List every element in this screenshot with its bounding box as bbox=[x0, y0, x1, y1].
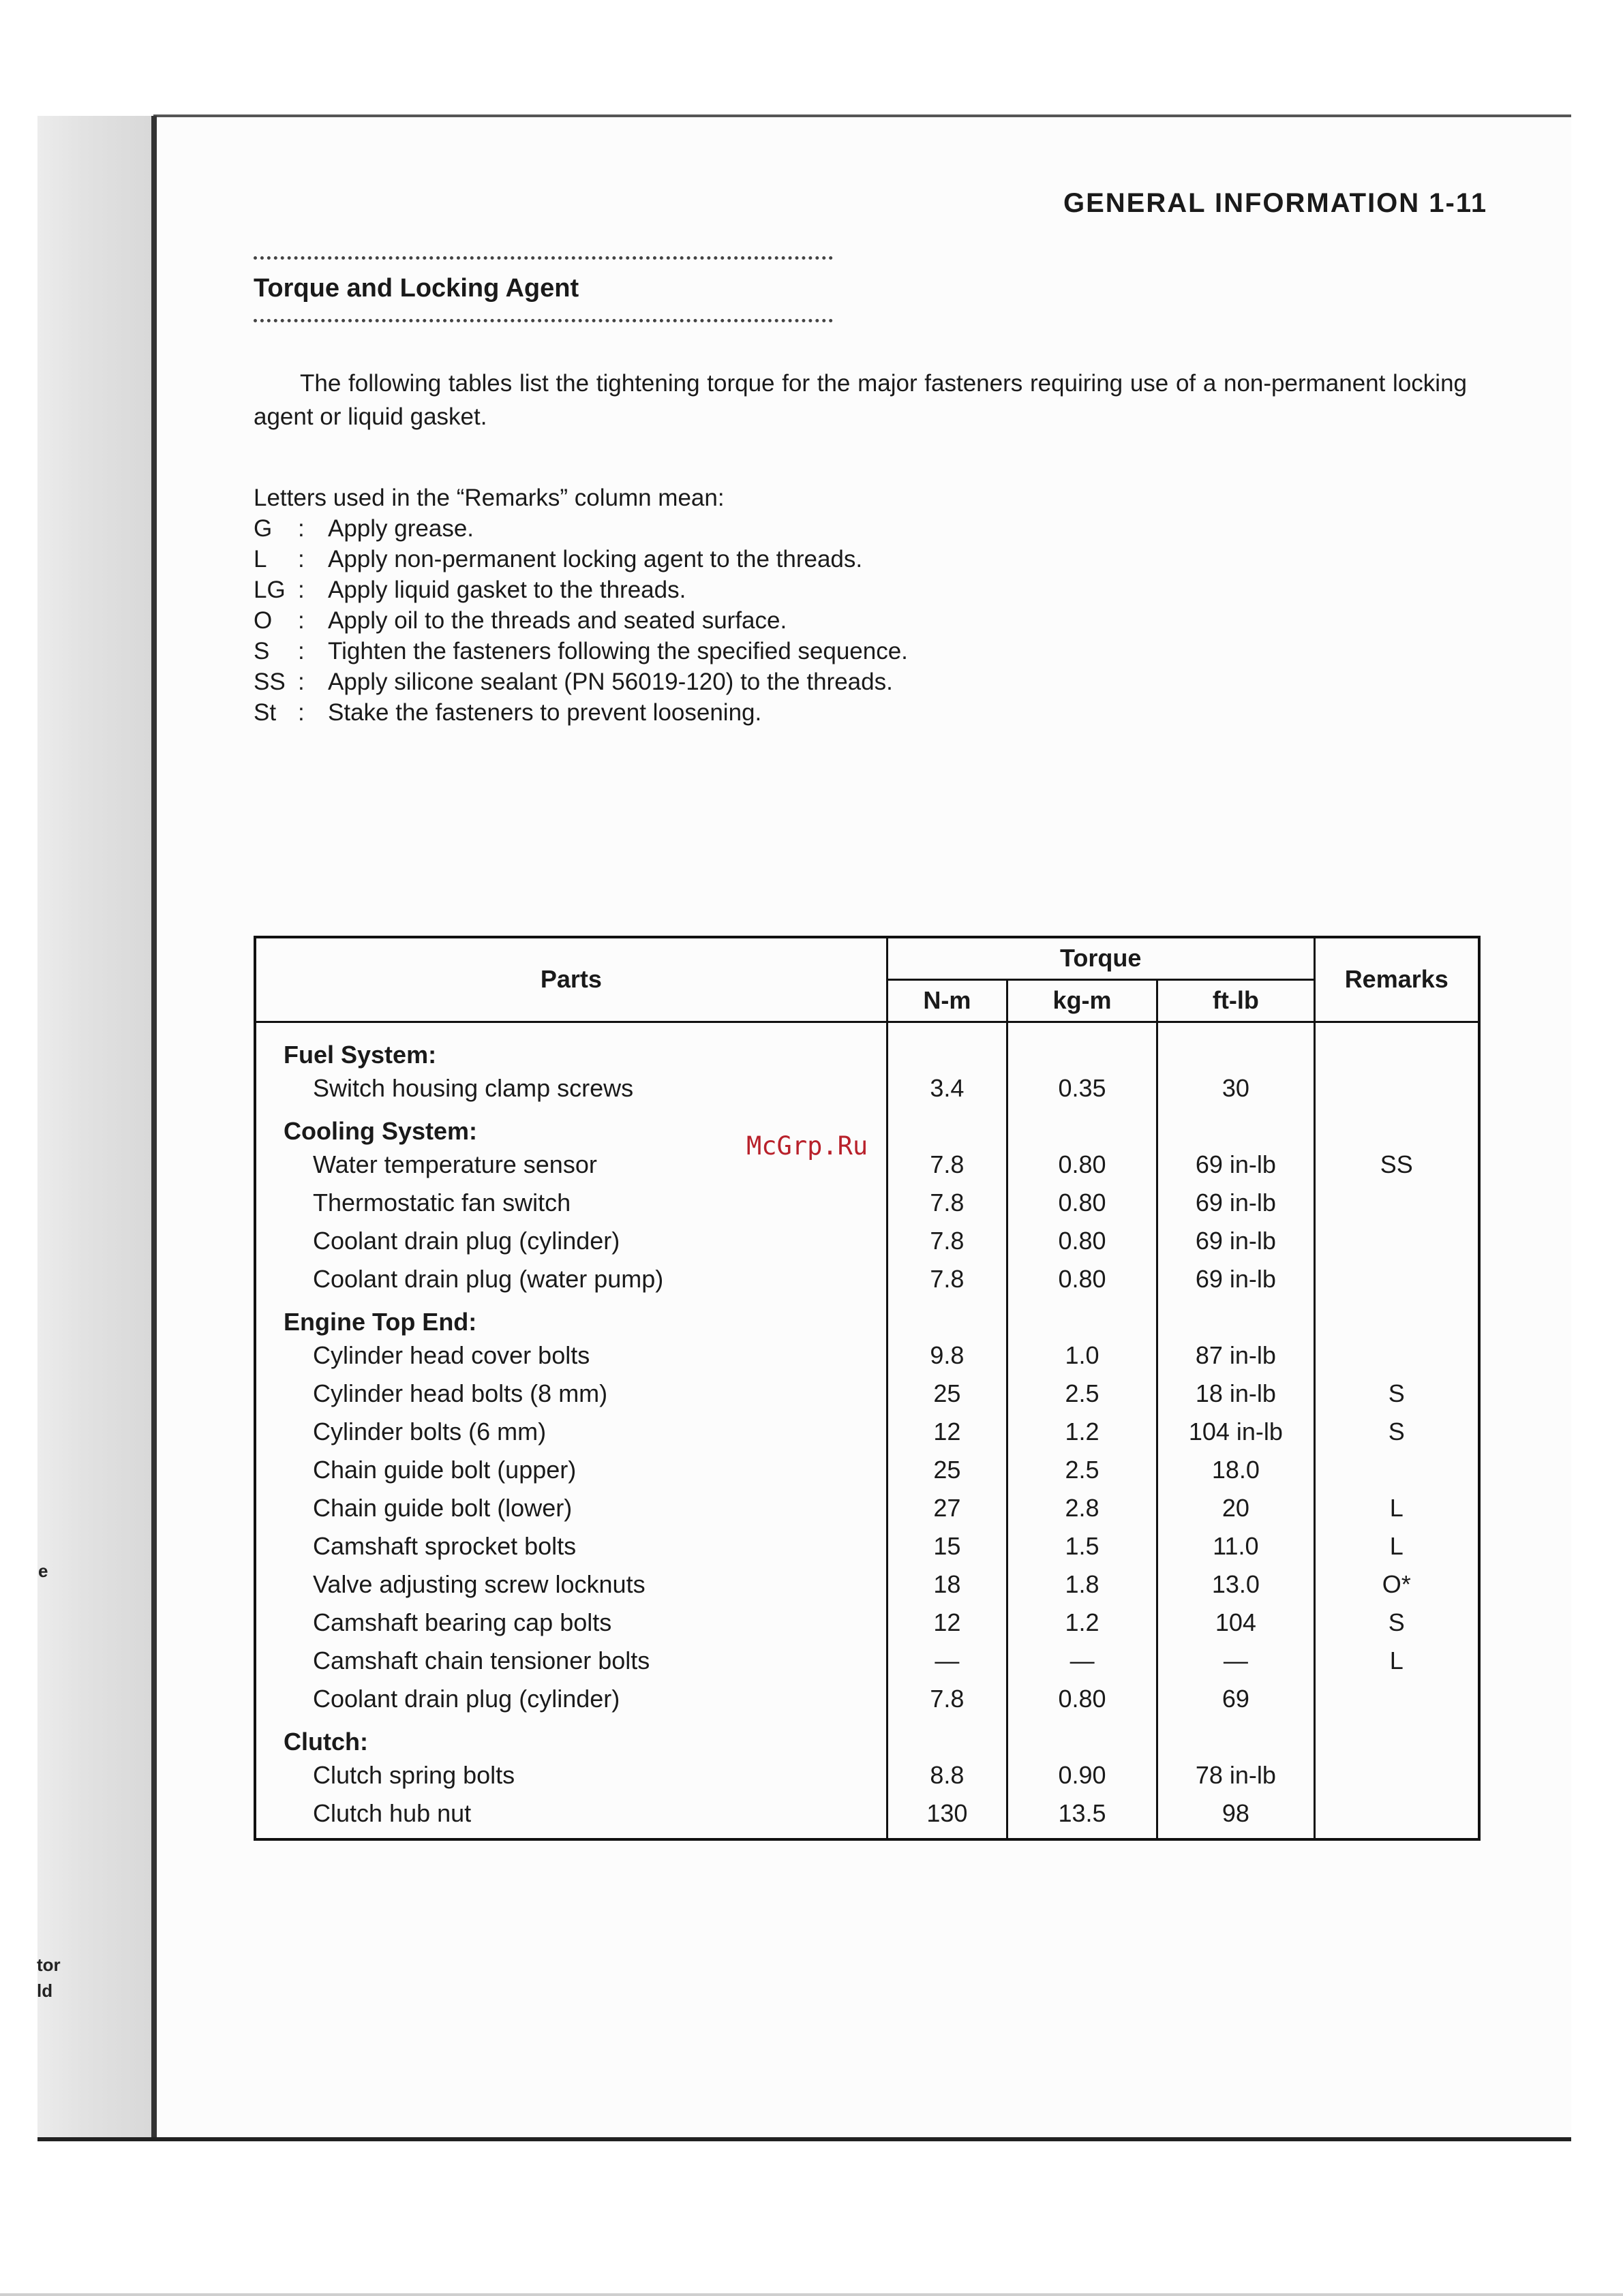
cell-ftlb: 87 in-lb bbox=[1157, 1336, 1314, 1375]
table-row bbox=[255, 1184, 1479, 1222]
table-row bbox=[255, 1756, 1479, 1794]
legend-text: Apply silicone sealant (PN 56019-120) to the threads. bbox=[328, 669, 893, 695]
cell-part: Cylinder head cover bolts bbox=[313, 1341, 590, 1369]
cell-part: Coolant drain plug (cylinder) bbox=[313, 1226, 620, 1255]
group-heading: Clutch: bbox=[284, 1727, 368, 1756]
table-row bbox=[255, 1489, 1479, 1527]
cell-nm: 18 bbox=[887, 1565, 1007, 1604]
cell-nm: 25 bbox=[887, 1375, 1007, 1413]
cell-ftlb: 20 bbox=[1157, 1489, 1314, 1527]
empty-cell bbox=[887, 1107, 1007, 1146]
legend-code: O bbox=[254, 607, 273, 634]
intro-paragraph: The following tables list the tightening torque for the major fasteners requiring use of a non-permanent locking agent or liquid gasket. bbox=[254, 370, 1467, 430]
page-left-edge bbox=[151, 116, 157, 2140]
cell-ftlb: 13.0 bbox=[1157, 1565, 1314, 1604]
table-row bbox=[255, 1451, 1479, 1489]
table-row bbox=[255, 1336, 1479, 1375]
cell-ftlb: 98 bbox=[1157, 1794, 1314, 1839]
cell-nm: 7.8 bbox=[887, 1680, 1007, 1718]
cell-kgm: 1.2 bbox=[1007, 1413, 1157, 1451]
cell-part: Switch housing clamp screws bbox=[313, 1073, 634, 1102]
cell-part: Cylinder bolts (6 mm) bbox=[313, 1417, 547, 1445]
cell-remarks: S bbox=[1314, 1413, 1479, 1451]
cell-kgm: 0.80 bbox=[1007, 1680, 1157, 1718]
cell-ftlb: 18.0 bbox=[1157, 1451, 1314, 1489]
group-row bbox=[255, 1298, 1479, 1336]
legend-item bbox=[254, 605, 908, 636]
cell-ftlb: — bbox=[1157, 1642, 1314, 1680]
cell-part: Camshaft sprocket bolts bbox=[313, 1531, 577, 1560]
legend-item bbox=[254, 575, 908, 605]
cell-part: Clutch hub nut bbox=[313, 1798, 472, 1827]
table-row bbox=[255, 1146, 1479, 1184]
table-row bbox=[255, 1680, 1479, 1718]
legend-item bbox=[254, 697, 908, 728]
cell-part: Coolant drain plug (cylinder) bbox=[313, 1684, 620, 1713]
legend-colon: : bbox=[298, 577, 305, 603]
cell-ftlb: 69 in-lb bbox=[1157, 1184, 1314, 1222]
header-remarks: Remarks bbox=[1314, 937, 1479, 1022]
cell-nm: 25 bbox=[887, 1451, 1007, 1489]
table-row bbox=[255, 1604, 1479, 1642]
cell-remarks: S bbox=[1314, 1604, 1479, 1642]
cell-ftlb: 69 in-lb bbox=[1157, 1260, 1314, 1298]
cell-part: Water temperature sensor bbox=[313, 1150, 597, 1178]
dotted-rule-bottom bbox=[254, 319, 833, 322]
cell-kgm: 0.80 bbox=[1007, 1146, 1157, 1184]
group-heading: Cooling System: bbox=[284, 1116, 478, 1145]
cell-remarks bbox=[1314, 1756, 1479, 1794]
header-kgm: kg-m bbox=[1007, 979, 1157, 1022]
empty-cell bbox=[1314, 1718, 1479, 1756]
cell-remarks bbox=[1314, 1794, 1479, 1839]
cell-remarks: L bbox=[1314, 1642, 1479, 1680]
empty-cell bbox=[887, 1298, 1007, 1336]
table-row bbox=[255, 1794, 1479, 1839]
legend-colon: : bbox=[298, 699, 305, 726]
legend-text: Apply liquid gasket to the threads. bbox=[328, 577, 686, 603]
header-parts: Parts bbox=[255, 937, 887, 1022]
torque-table bbox=[254, 936, 1481, 1841]
legend-text: Apply grease. bbox=[328, 515, 474, 542]
cell-ftlb: 69 in-lb bbox=[1157, 1222, 1314, 1260]
torque-table-body bbox=[255, 1022, 1479, 1839]
cell-nm: 7.8 bbox=[887, 1222, 1007, 1260]
section-title: Torque and Locking Agent bbox=[254, 274, 579, 303]
legend-text: Apply non-permanent locking agent to the threads. bbox=[328, 546, 863, 572]
legend-item bbox=[254, 513, 908, 544]
legend-code: St bbox=[254, 699, 277, 726]
table-row bbox=[255, 1642, 1479, 1680]
legend-code: SS bbox=[254, 669, 286, 695]
cell-kgm: 0.80 bbox=[1007, 1260, 1157, 1298]
empty-cell bbox=[1157, 1298, 1314, 1336]
legend-colon: : bbox=[298, 515, 305, 542]
header-torque: Torque bbox=[887, 937, 1314, 979]
empty-cell bbox=[1314, 1298, 1479, 1336]
cell-ftlb: 11.0 bbox=[1157, 1527, 1314, 1565]
legend-item bbox=[254, 667, 908, 697]
cell-nm: 27 bbox=[887, 1489, 1007, 1527]
cell-remarks: SS bbox=[1314, 1146, 1479, 1184]
bleed-text-3: ld bbox=[37, 1980, 53, 2001]
cell-remarks bbox=[1314, 1336, 1479, 1375]
group-row bbox=[255, 1718, 1479, 1756]
header-ftlb: ft-lb bbox=[1157, 979, 1314, 1022]
cell-kgm: 1.2 bbox=[1007, 1604, 1157, 1642]
group-row bbox=[255, 1022, 1479, 1069]
header-nm: N-m bbox=[887, 979, 1007, 1022]
table-row bbox=[255, 1222, 1479, 1260]
cell-ftlb: 69 in-lb bbox=[1157, 1146, 1314, 1184]
cell-part: Cylinder head bolts (8 mm) bbox=[313, 1379, 608, 1407]
cell-part: Camshaft chain tensioner bolts bbox=[313, 1646, 650, 1674]
legend-text: Tighten the fasteners following the specified sequence. bbox=[328, 638, 908, 664]
cell-ftlb: 104 in-lb bbox=[1157, 1413, 1314, 1451]
cell-remarks bbox=[1314, 1184, 1479, 1222]
cell-ftlb: 30 bbox=[1157, 1069, 1314, 1107]
cell-nm: 8.8 bbox=[887, 1756, 1007, 1794]
legend-colon: : bbox=[298, 669, 305, 695]
legend-code: L bbox=[254, 546, 267, 572]
empty-cell bbox=[1007, 1107, 1157, 1146]
empty-cell bbox=[1157, 1718, 1314, 1756]
legend-list bbox=[254, 513, 908, 728]
dotted-rule-top bbox=[254, 256, 833, 260]
cell-nm: 7.8 bbox=[887, 1260, 1007, 1298]
cell-part: Camshaft bearing cap bolts bbox=[313, 1608, 612, 1636]
cell-kgm: 0.90 bbox=[1007, 1756, 1157, 1794]
cell-nm: 9.8 bbox=[887, 1336, 1007, 1375]
page-bottom-edge bbox=[37, 2137, 1571, 2141]
cell-ftlb: 69 bbox=[1157, 1680, 1314, 1718]
legend-colon: : bbox=[298, 546, 305, 572]
empty-cell bbox=[1007, 1718, 1157, 1756]
empty-cell bbox=[887, 1718, 1007, 1756]
cell-kgm: 0.35 bbox=[1007, 1069, 1157, 1107]
scan-background bbox=[37, 116, 153, 2140]
empty-cell bbox=[1314, 1022, 1479, 1069]
bleed-text-2: tor bbox=[37, 1955, 61, 1975]
cell-ftlb: 78 in-lb bbox=[1157, 1756, 1314, 1794]
remarks-legend bbox=[254, 483, 908, 728]
cell-kgm: 2.8 bbox=[1007, 1489, 1157, 1527]
cell-kgm: 13.5 bbox=[1007, 1794, 1157, 1839]
cell-part: Clutch spring bolts bbox=[313, 1760, 515, 1789]
empty-cell bbox=[1157, 1107, 1314, 1146]
table-row bbox=[255, 1375, 1479, 1413]
cell-nm: 130 bbox=[887, 1794, 1007, 1839]
group-heading: Engine Top End: bbox=[284, 1307, 477, 1336]
cell-part: Thermostatic fan switch bbox=[313, 1188, 571, 1216]
cell-nm: 7.8 bbox=[887, 1146, 1007, 1184]
cell-remarks: L bbox=[1314, 1489, 1479, 1527]
table-row bbox=[255, 1527, 1479, 1565]
cell-kgm: 0.80 bbox=[1007, 1222, 1157, 1260]
cell-nm: 7.8 bbox=[887, 1184, 1007, 1222]
cell-remarks bbox=[1314, 1680, 1479, 1718]
legend-code: LG bbox=[254, 577, 286, 603]
cell-nm: 12 bbox=[887, 1604, 1007, 1642]
cell-nm: 15 bbox=[887, 1527, 1007, 1565]
cell-remarks bbox=[1314, 1260, 1479, 1298]
cell-remarks: L bbox=[1314, 1527, 1479, 1565]
table-row bbox=[255, 1069, 1479, 1107]
legend-item bbox=[254, 636, 908, 667]
bottom-band bbox=[0, 2293, 1623, 2296]
empty-cell bbox=[1007, 1022, 1157, 1069]
cell-part: Chain guide bolt (upper) bbox=[313, 1455, 577, 1484]
table-row bbox=[255, 1260, 1479, 1298]
legend-text: Apply oil to the threads and seated surface. bbox=[328, 607, 787, 634]
legend-colon: : bbox=[298, 638, 305, 664]
cell-kgm: 2.5 bbox=[1007, 1451, 1157, 1489]
cell-kgm: — bbox=[1007, 1642, 1157, 1680]
page-top-edge bbox=[153, 114, 1571, 117]
table-row bbox=[255, 1413, 1479, 1451]
cell-remarks bbox=[1314, 1069, 1479, 1107]
legend-code: S bbox=[254, 638, 270, 664]
legend-heading: Letters used in the “Remarks” column mean: bbox=[254, 485, 725, 511]
cell-kgm: 0.80 bbox=[1007, 1184, 1157, 1222]
legend-item bbox=[254, 544, 908, 575]
watermark: McGrp.Ru bbox=[746, 1131, 868, 1161]
cell-kgm: 2.5 bbox=[1007, 1375, 1157, 1413]
cell-ftlb: 18 in-lb bbox=[1157, 1375, 1314, 1413]
cell-remarks: O* bbox=[1314, 1565, 1479, 1604]
cell-remarks bbox=[1314, 1451, 1479, 1489]
page-header: GENERAL INFORMATION 1-11 bbox=[1063, 188, 1488, 218]
cell-kgm: 1.0 bbox=[1007, 1336, 1157, 1375]
cell-remarks: S bbox=[1314, 1375, 1479, 1413]
legend-code: G bbox=[254, 515, 273, 542]
cell-nm: 12 bbox=[887, 1413, 1007, 1451]
cell-nm: — bbox=[887, 1642, 1007, 1680]
cell-remarks bbox=[1314, 1222, 1479, 1260]
empty-cell bbox=[1314, 1107, 1479, 1146]
bleed-text-1: e bbox=[38, 1561, 48, 1581]
group-row bbox=[255, 1107, 1479, 1146]
cell-part: Valve adjusting screw locknuts bbox=[313, 1570, 646, 1598]
group-heading: Fuel System: bbox=[284, 1040, 437, 1069]
empty-cell bbox=[887, 1022, 1007, 1069]
legend-text: Stake the fasteners to prevent loosening. bbox=[328, 699, 762, 726]
cell-ftlb: 104 bbox=[1157, 1604, 1314, 1642]
cell-part: Coolant drain plug (water pump) bbox=[313, 1264, 664, 1293]
empty-cell bbox=[1157, 1022, 1314, 1069]
cell-nm: 3.4 bbox=[887, 1069, 1007, 1107]
legend-colon: : bbox=[298, 607, 305, 634]
cell-part: Chain guide bolt (lower) bbox=[313, 1493, 573, 1522]
table-row bbox=[255, 1565, 1479, 1604]
empty-cell bbox=[1007, 1298, 1157, 1336]
cell-kgm: 1.5 bbox=[1007, 1527, 1157, 1565]
cell-kgm: 1.8 bbox=[1007, 1565, 1157, 1604]
